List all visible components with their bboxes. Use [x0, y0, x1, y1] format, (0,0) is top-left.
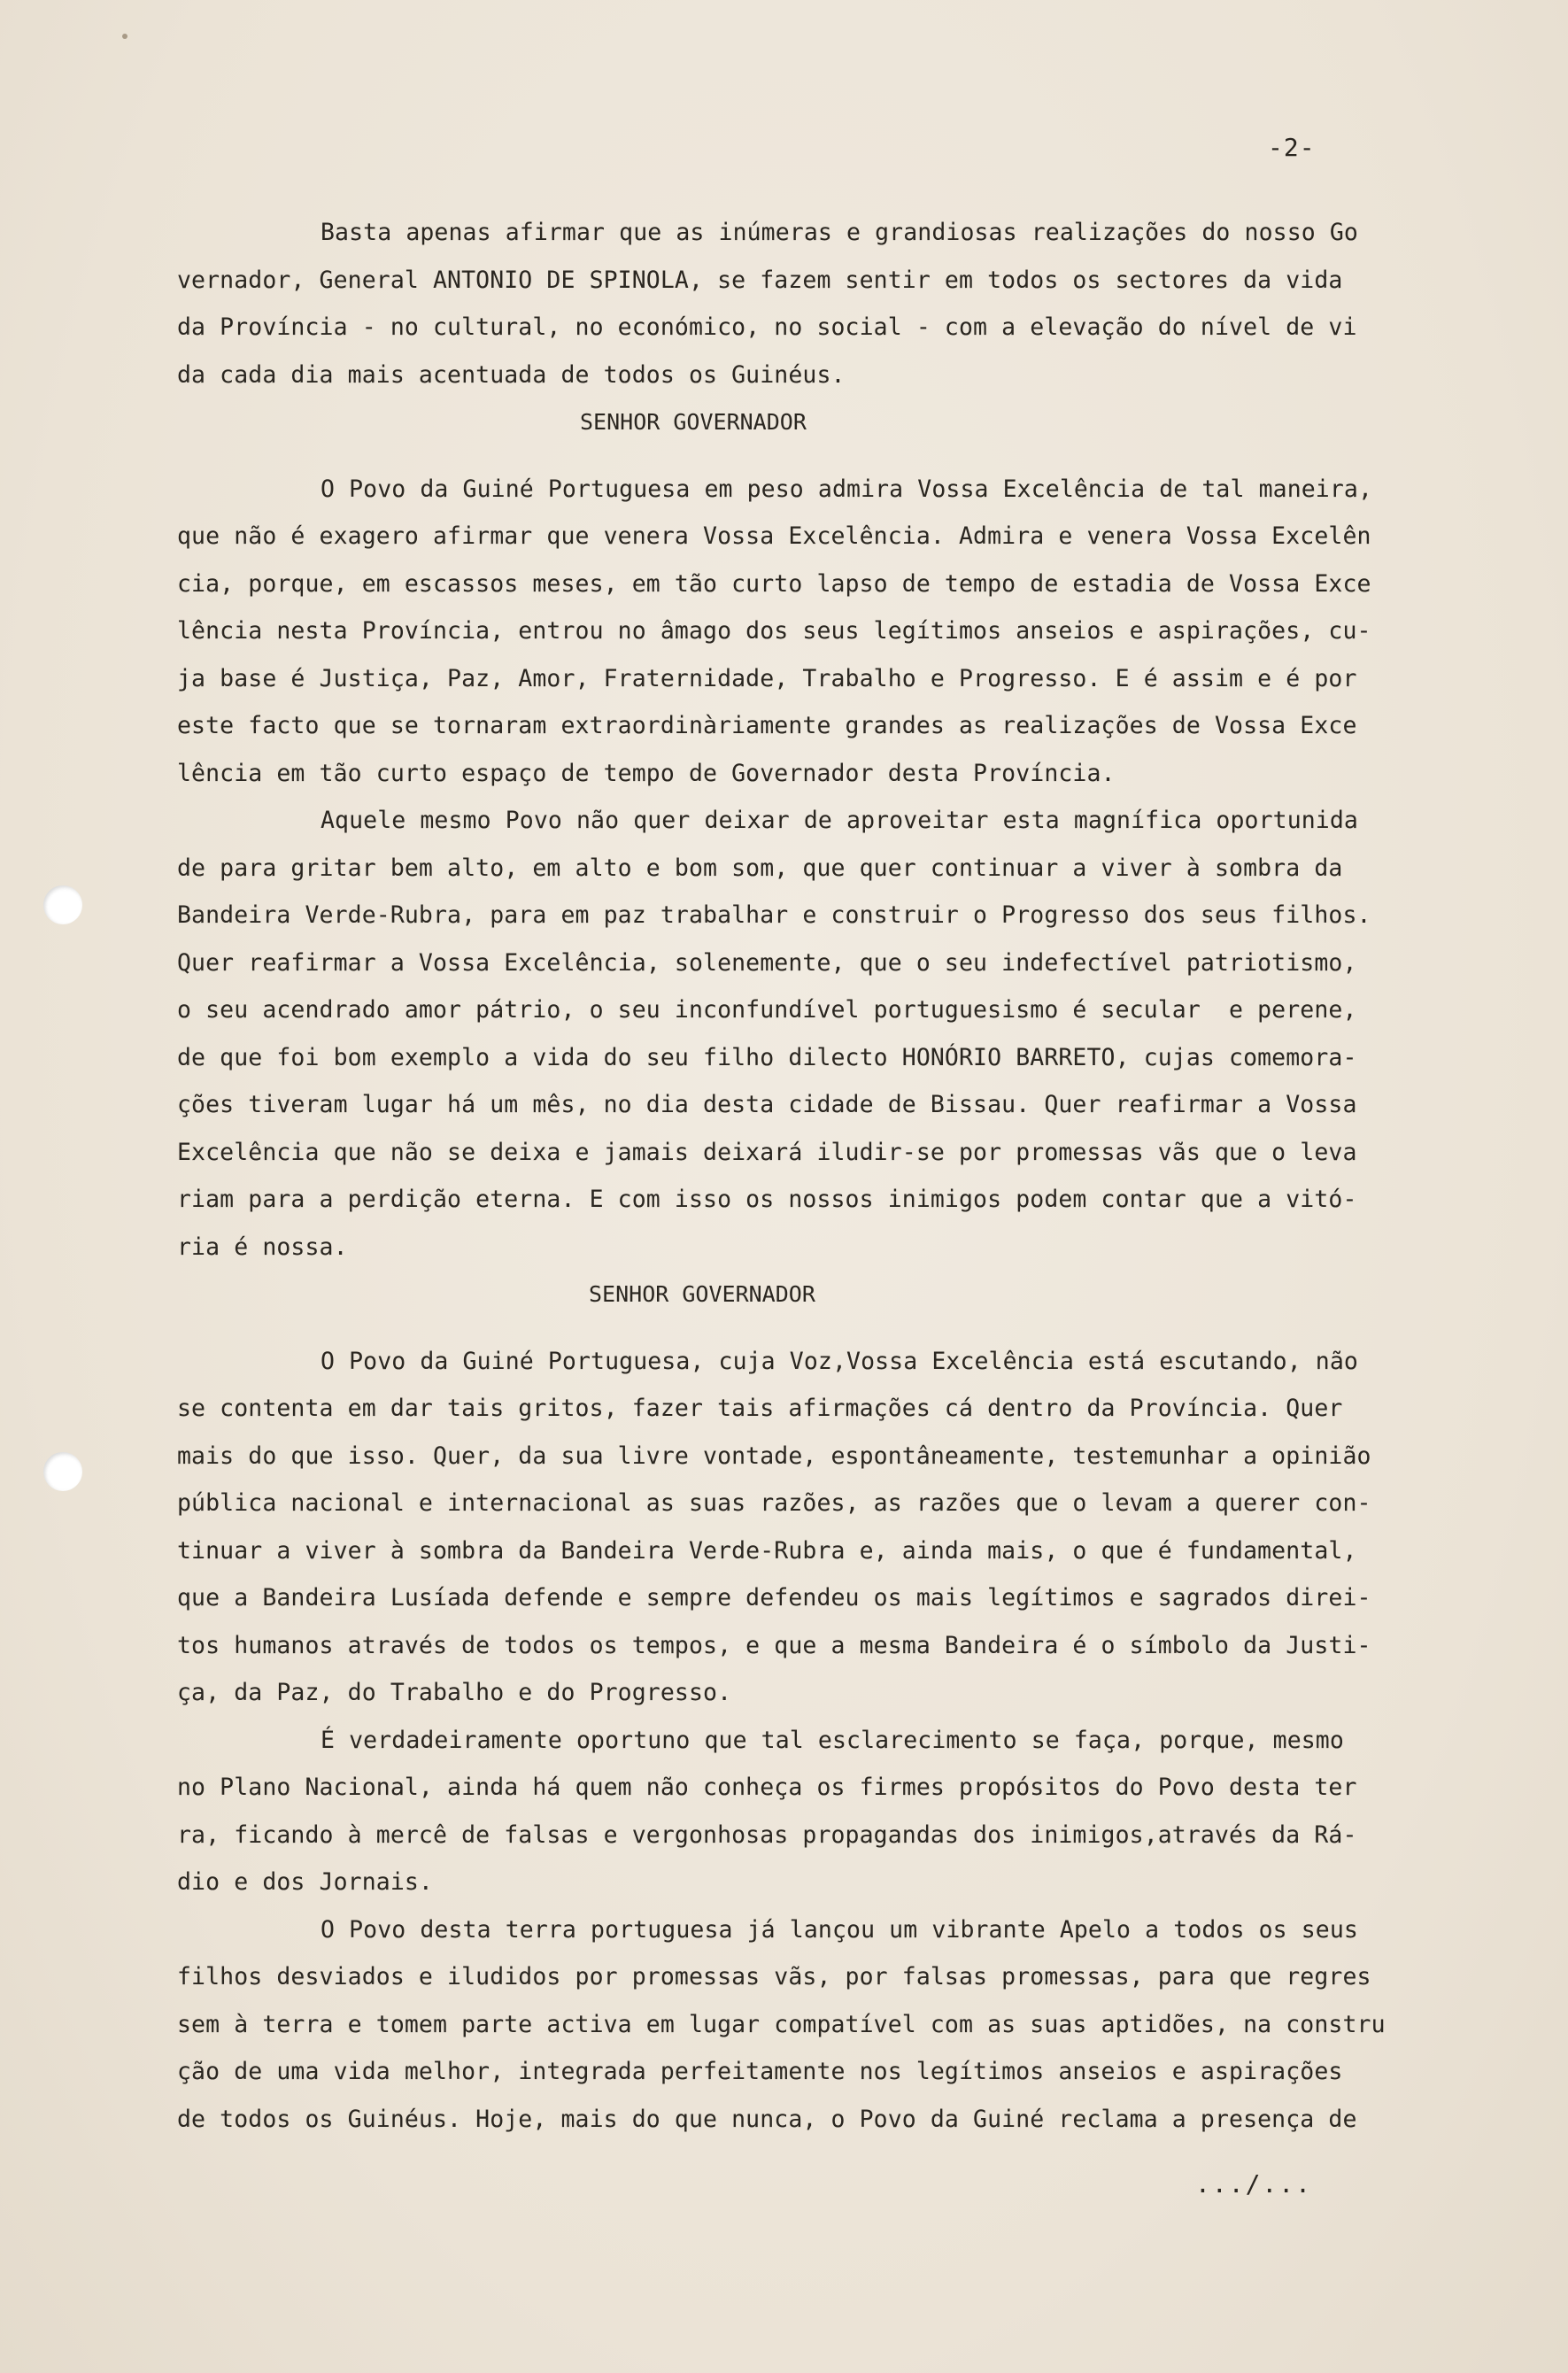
text-line: O Povo desta terra portuguesa já lançou um vibrante Apelo a todos os seus: [321, 1915, 1358, 1944]
text-line: ça, da Paz, do Trabalho e do Progresso.: [177, 1679, 732, 1706]
text-line: da Província - no cultural, no económico, no social - com a elevação do nível de vi: [177, 313, 1357, 341]
text-line: tinuar a viver à sombra da Bandeira Verde-Rubra e, ainda mais, o que é fundamental,: [177, 1536, 1357, 1565]
text-line: o seu acendrado amor pátrio, o seu inconfundível portuguesismo é secular e perene,: [177, 996, 1357, 1024]
section-heading: SENHOR GOVERNADOR: [589, 1281, 815, 1307]
text-line: tos humanos através de todos os tempos, e que a mesma Bandeira é o símbolo da Justi-: [177, 1631, 1371, 1659]
text-line: da cada dia mais acentuada de todos os Guinéus.: [177, 360, 846, 389]
text-line: vernador, General ANTONIO DE SPINOLA, se fazem sentir em todos os sectores da vida: [177, 266, 1343, 294]
text-line: Quer reafirmar a Vossa Excelência, solenemente, que o seu indefectível patriotismo,: [177, 948, 1357, 977]
page-number: -2-: [1268, 133, 1316, 162]
text-line: lência nesta Província, entrou no âmago dos seus legítimos anseios e aspirações, cu-: [177, 617, 1371, 645]
text-line: ra, ficando à mercê de falsas e vergonhosas propagandas dos inimigos,através da Rá-: [177, 1820, 1357, 1849]
text-line: Bandeira Verde-Rubra, para em paz trabalhar e construir o Progresso dos seus filhos.: [177, 901, 1371, 929]
paragraph: [177, 466, 1443, 798]
text-line: riam para a perdição eterna. E com isso os nossos inimigos podem contar que a vitó-: [177, 1186, 1357, 1213]
punch-hole: [43, 885, 82, 924]
text-line: pública nacional e internacional as suas razões, as razões que o levam a querer con-: [177, 1489, 1371, 1517]
text-line: Basta apenas afirmar que as inúmeras e grandiosas realizações do nosso Go: [321, 219, 1358, 246]
text-line: filhos desviados e iludidos por promessas vãs, por falsas promessas, para que regres: [177, 1963, 1371, 1990]
punch-hole: [43, 1452, 82, 1491]
paragraph: [177, 1717, 1443, 1906]
paper-speck: [122, 34, 127, 39]
text-line: ja base é Justiça, Paz, Amor, Fraternidade, Trabalho e Progresso. E é assim e é por: [177, 664, 1357, 692]
text-line: este facto que se tornaram extraordinàriamente grandes as realizações de Vossa Exce: [177, 712, 1357, 739]
paragraph: [177, 1338, 1443, 1717]
text-line: que a Bandeira Lusíada defende e sempre defendeu os mais legítimos e sagrados direi-: [177, 1584, 1371, 1612]
text-line: sem à terra e tomem parte activa em lugar compatível com as suas aptidões, na constru: [177, 2010, 1386, 2038]
text-line: de todos os Guinéus. Hoje, mais do que nunca, o Povo da Guiné reclama a presença de: [177, 2105, 1357, 2133]
text-line: ria é nossa.: [177, 1233, 348, 1261]
text-line: O Povo da Guiné Portuguesa, cuja Voz,Vossa Excelência está escutando, não: [321, 1347, 1358, 1375]
text-line: lência em tão curto espaço de tempo de Governador desta Província.: [177, 759, 1116, 787]
text-line: cia, porque, em escassos meses, em tão curto lapso de tempo de estadia de Vossa Exce: [177, 569, 1371, 598]
text-line: ção de uma vida melhor, integrada perfeitamente nos legítimos anseios e aspirações: [177, 2058, 1343, 2085]
section-heading: SENHOR GOVERNADOR: [580, 409, 807, 435]
continuation-mark: .../...: [1195, 2169, 1313, 2199]
text-line: mais do que isso. Quer, da sua livre vontade, espontâneamente, testemunhar a opinião: [177, 1442, 1371, 1470]
text-line: no Plano Nacional, ainda há quem não conheça os firmes propósitos do Povo desta ter: [177, 1774, 1357, 1801]
text-line: de que foi bom exemplo a vida do seu filho dilecto HONÓRIO BARRETO, cujas comemora-: [177, 1043, 1357, 1071]
text-line: ções tiveram lugar há um mês, no dia desta cidade de Bissau. Quer reafirmar a Vossa: [177, 1091, 1357, 1118]
text-line: O Povo da Guiné Portuguesa em peso admira Vossa Excelência de tal maneira,: [321, 475, 1373, 503]
paragraph: [177, 1906, 1443, 2144]
text-line: dio e dos Jornais.: [177, 1868, 433, 1896]
text-line: se contenta em dar tais gritos, fazer tais afirmações cá dentro da Província. Quer: [177, 1395, 1343, 1422]
text-line: Aquele mesmo Povo não quer deixar de aproveitar esta magnífica oportunida: [321, 807, 1358, 834]
text-line: É verdadeiramente oportuno que tal esclarecimento se faça, porque, mesmo: [321, 1726, 1344, 1754]
document-body: [177, 209, 1443, 2143]
paragraph: [177, 209, 1443, 398]
text-line: Excelência que não se deixa e jamais deixará iludir-se por promessas vãs que o leva: [177, 1138, 1357, 1166]
text-line: que não é exagero afirmar que venera Vossa Excelência. Admira e venera Vossa Excelên: [177, 522, 1371, 550]
text-line: de para gritar bem alto, em alto e bom som, que quer continuar a viver à sombra da: [177, 854, 1343, 882]
paragraph: [177, 797, 1443, 1271]
